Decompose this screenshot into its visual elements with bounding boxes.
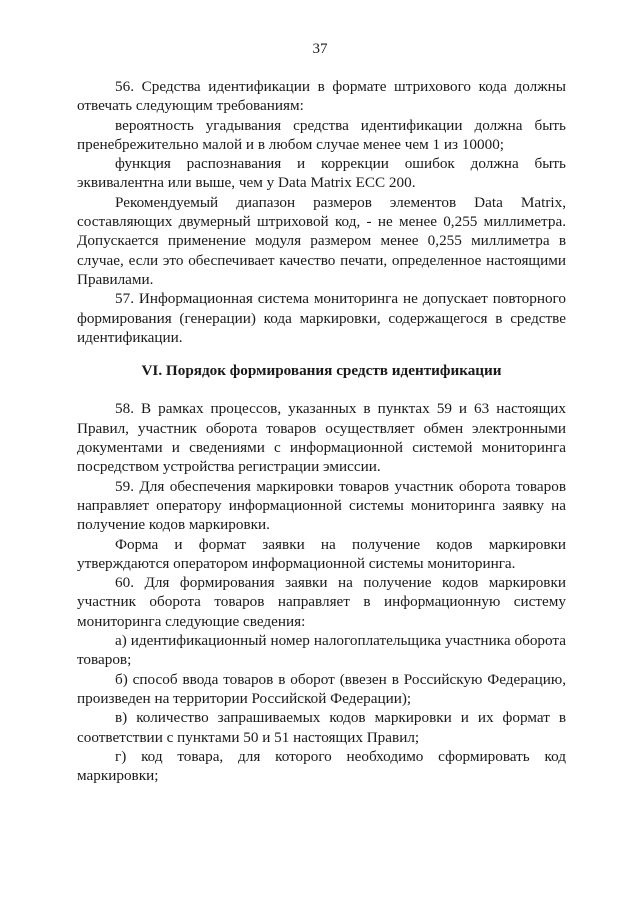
paragraph-59-form: Форма и формат заявки на получение кодов маркировки утверждаются оператором информационной системы мониторинга. — [77, 535, 566, 572]
paragraph-60-item-g: г) код товара, для которого необходимо сформировать код маркировки; — [77, 747, 566, 785]
paragraph-56-recommended-size: Рекомендуемый диапазон размеров элементов Data Matrix, составляющих двумерный штриховой код, - не менее 0,255 миллиметра. Допускается применение модуля размером менее 0,255 миллиметра в случае, если это обеспечивает качество печати, определенное настоящими Правилами. — [77, 193, 566, 288]
paragraph-58: 58. В рамках процессов, указанных в пунктах 59 и 63 настоящих Правил, участник оборота товаров осуществляет обмен электронными документами и сведениями с информационной системой мониторинга посредством устройства регистрации эмиссии. — [77, 400, 566, 476]
page-number: 37 — [312, 41, 328, 57]
paragraph-59: 59. Для обеспечения маркировки товаров участник оборота товаров направляет оператору информационной системы мониторинга заявку на получение кодов маркировки. — [77, 477, 566, 534]
section-heading: VI. Порядок формирования средств идентификации — [141, 362, 502, 380]
paragraph-57: 57. Информационная система мониторинга не допускает повторного формирования (генерации) кода маркировки, содержащегося в средстве идентификации. — [77, 290, 566, 346]
paragraph-60-item-b: б) способ ввода товаров в оборот (ввезен в Российскую Федерацию, произведен на территории Российской Федерации); — [77, 670, 566, 707]
paragraph-56-requirement-2: функция распознавания и коррекции ошибок должна быть эквивалентна или выше, чем у Data Matrix ECC 200. — [77, 155, 566, 192]
paragraph-60-item-v: в) количество запрашиваемых кодов маркировки и их формат в соответствии с пунктами 50 и 51 настоящих Правил; — [77, 709, 566, 746]
paragraph-56-requirement-1: вероятность угадывания средства идентификации должна быть пренебрежительно малой и в любом случае менее чем 1 из 10000; — [77, 116, 566, 153]
document-body — [77, 77, 566, 785]
paragraph-60-item-a: а) идентификационный номер налогоплательщика участника оборота товаров; — [77, 632, 566, 669]
paragraph-56: 56. Средства идентификации в формате штрихового кода должны отвечать следующим требованиям: — [77, 78, 566, 115]
paragraph-60: 60. Для формирования заявки на получение кодов маркировки участник оборота товаров направляет в информационную систему мониторинга следующие сведения: — [77, 574, 566, 630]
